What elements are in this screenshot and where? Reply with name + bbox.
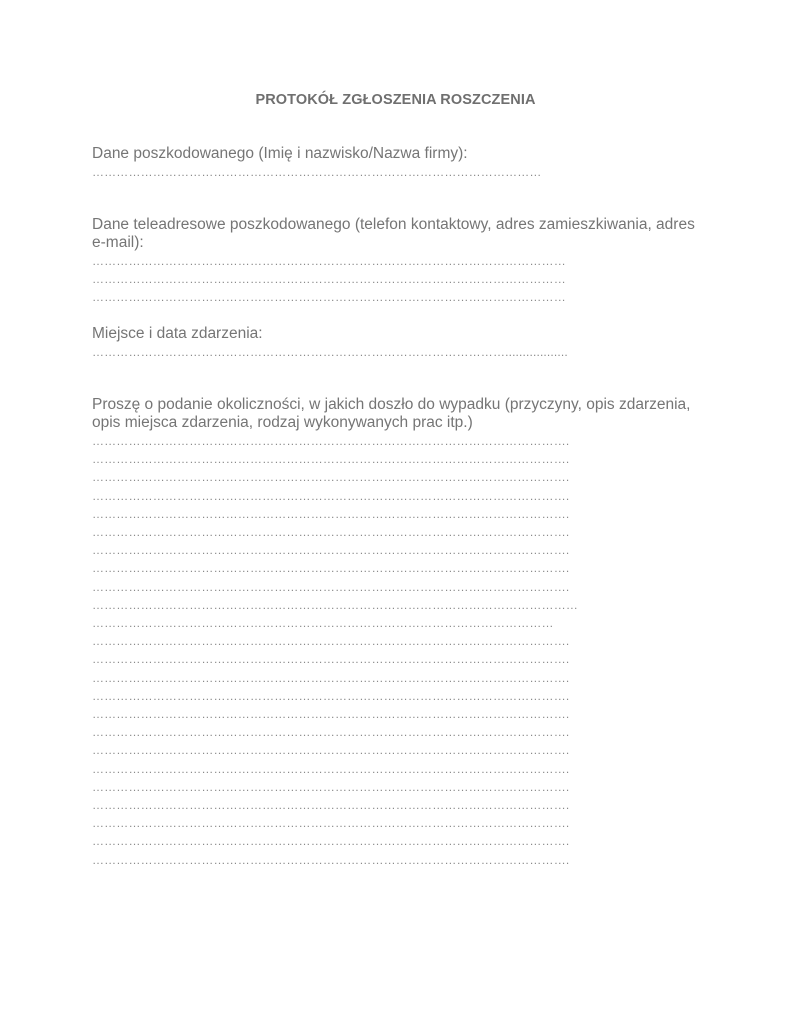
fill-line[interactable]: ………………………………………………………………………………………………………. [92,779,570,794]
section-label: Dane poszkodowanego (Imię i nazwisko/Nazwa firmy): [92,145,468,162]
fill-line[interactable]: …………………………………………………………………………………………………… [92,616,554,631]
section-place-date [92,325,707,361]
fill-lines [92,163,707,181]
fill-line[interactable]: ………………………………………………………………………………………………………. [92,452,570,467]
fill-line[interactable]: ……………………………………………………………………………………………………… [92,272,566,287]
document-title: PROTOKÓŁ ZGŁOSZENIA ROSZCZENIA [255,92,536,108]
fill-line[interactable]: ………………………………………………………………………………………………………. [92,652,570,667]
fill-line[interactable]: ………………………………………………………………………………………………………. [92,634,570,649]
section-contact-details [92,216,707,307]
fill-line[interactable]: ………………………………………………………………………………………………………. [92,816,570,831]
fill-line[interactable]: ………………………………………………………………………………………………………. [92,670,570,685]
fill-lines [92,252,707,307]
fill-line[interactable]: ………………………………………………………………………………………………………. [92,506,570,521]
fill-line[interactable]: ………………………………………………………………………………………………………. [92,543,570,558]
fill-line[interactable]: ……………………………………………………………………………………………………… [92,290,566,305]
fill-line[interactable]: ………………………………………………………………………………………………………… [92,597,578,612]
section-injured-party [92,145,707,181]
section-circumstances [92,396,707,869]
fill-line[interactable]: ………………………………………………………………………………………………… [92,165,542,179]
fill-line[interactable]: ………………………………………………………………………………………………………. [92,488,570,503]
fill-lines [92,432,707,869]
fill-line[interactable]: ………………………………………………………………………………………………………. [92,834,570,849]
section-label: Miejsce i data zdarzenia: [92,325,263,342]
fill-line[interactable]: ………………………………………………………………………………………………………. [92,852,570,867]
section-label: Dane teleadresowe poszkodowanego (telefon kontaktowy, adres zamieszkiwania, adres e-mail): [92,216,695,251]
fill-line[interactable]: ………………………………………………………………………………………………………. [92,688,570,703]
fill-line[interactable]: ………………………………………………………………………………………….................. [92,345,568,359]
fill-line[interactable]: ………………………………………………………………………………………………………. [92,525,570,540]
fill-line[interactable]: ………………………………………………………………………………………………………. [92,725,570,740]
fill-line[interactable]: ………………………………………………………………………………………………………. [92,707,570,722]
fill-line[interactable]: ……………………………………………………………………………………………………… [92,254,566,268]
fill-line[interactable]: ………………………………………………………………………………………………………. [92,470,570,485]
fill-line[interactable]: ………………………………………………………………………………………………………. [92,761,570,776]
fill-line[interactable]: ………………………………………………………………………………………………………. [92,561,570,576]
section-label: Proszę o podanie okoliczności, w jakich doszło do wypadku (przyczyny, opis zdarzenia, opis miejsca zdarzenia, rodzaj wykonywanych prac itp.) [92,396,691,431]
fill-line[interactable]: ………………………………………………………………………………………………………. [92,743,570,758]
fill-line[interactable]: ………………………………………………………………………………………………………. [92,579,570,594]
fill-line[interactable]: ………………………………………………………………………………………………………. [92,434,570,448]
fill-lines [92,343,707,361]
fill-line[interactable]: ………………………………………………………………………………………………………. [92,798,570,813]
